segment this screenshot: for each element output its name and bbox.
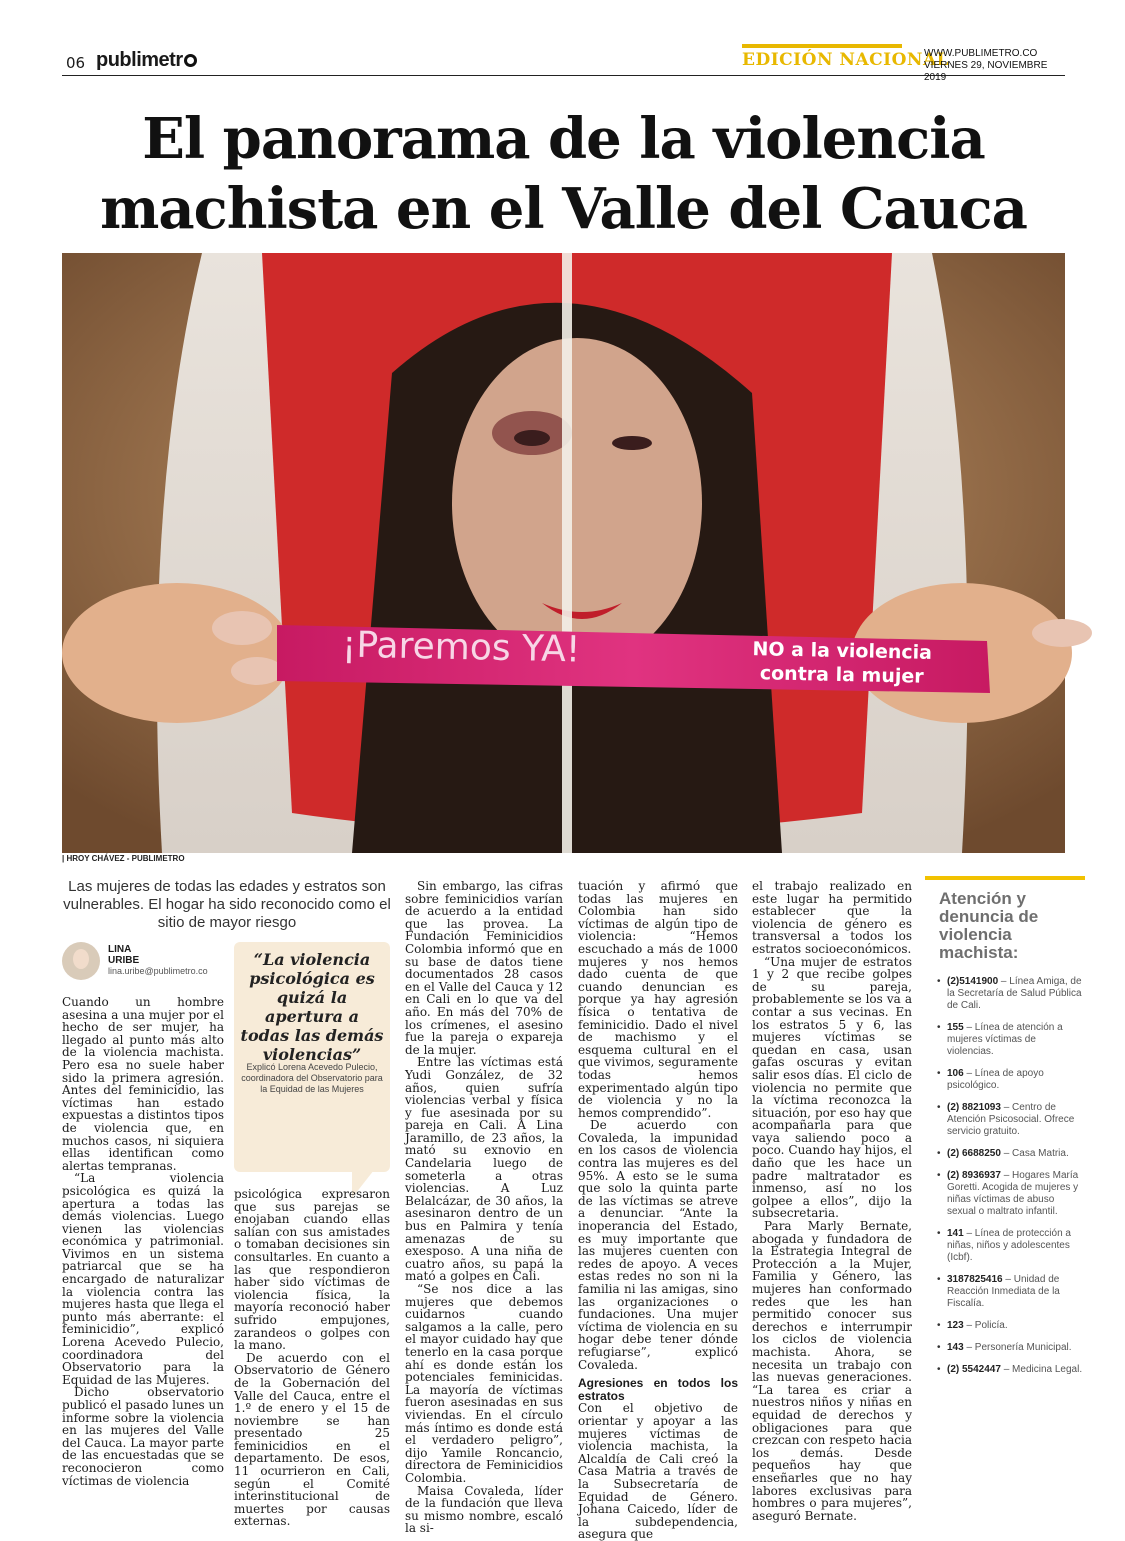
article-column-4: [578, 880, 738, 1541]
ribbon-line-1: NO a la violencia: [752, 638, 933, 664]
site-info: [924, 48, 1065, 84]
paragraph: “La violencia psicológica es quizá la apertura a todas las demás violencias. Luego vienen las violencias económica y patrimonial. Vivimos en un sistema patriarcal que se ha encargado de naturalizar la violencia contra las mujeres hasta que llega el punto más aberrante: el feminicidio”, explicó Lorena Acevedo Pulecio, coordinadora del Observatorio para la Equidad de las Mujeres.: [62, 1171, 224, 1387]
hotline-item: • (2) 6688250 – Casa Matria.: [937, 1148, 1085, 1160]
photo-illustration: [62, 253, 1065, 853]
article-column-1: [62, 996, 224, 1487]
hotline-item: • 155 – Línea de atención a mujeres víctimas de violencias.: [937, 1022, 1085, 1058]
ribbon-slogan: ¡Paremos YA!: [341, 624, 581, 671]
page-number: 06: [66, 54, 86, 72]
paragraph: Entre las víctimas está Yudi González, de 32 años, quien sufría violencias verbal y física y fue asesinada por su pareja en Cali. A Lina Jaramillo, de 23 años, la mató su exnovio en Candelaria luego de someterla a otras violencias. A Luz Belalcázar, de 30 años, la asesinaron dentro de un bus en Palmira y tenía amenazas de su exesposo. A una niña de cuatro años, su papá la mató a golpes en Cali.: [405, 1055, 563, 1284]
author-avatar: [62, 942, 100, 980]
pullquote-attribution: Explicó Lorena Acevedo Pulecio, coordinadora del Observatorio para la Equidad de las Mujeres: [241, 1062, 383, 1094]
hotline-item: • (2) 5542447 – Medicina Legal.: [937, 1364, 1085, 1376]
author-email: lina.uribe@publimetro.co: [108, 966, 208, 976]
brand-o-icon: [184, 54, 197, 67]
author-name: [108, 944, 139, 966]
sidebar-title: Atención y denuncia de violencia machista:: [939, 889, 1039, 962]
author-first: LINA: [108, 944, 132, 955]
brand-text: publimetr: [96, 49, 183, 71]
paragraph: Con el objetivo de orientar y apoyar a las mujeres víctimas de violencia machista, la Alcaldía de Cali creó la Casa Matria a través de la Subsecretaría de Equidad de Género. Johana Caicedo, líder de la subdependencia, asegura que: [578, 1401, 738, 1541]
hotline-item: • 3187825416 – Unidad de Reacción Inmediata de la Fiscalía.: [937, 1274, 1085, 1310]
paragraph: Cuando un hombre asesina a una mujer por el hecho de ser mujer, ha llegado al punto más alto de la violencia machista. Pero esa no suele haber sido la primera agresión. Antes del feminicidio, las víctimas han estado expuestas a distintos tipos de violencia que, en muchos casos, ni siquiera ellas identifican como alertas tempranas.: [62, 995, 224, 1173]
headline-line-2: machista en el Valle del Cauca: [100, 176, 1027, 242]
paragraph: psicológica expresaron que sus parejas se enojaban cuando ellas salían con sus amistades o tomaban decisiones sin consultarles. En cuanto a las que respondieron haber sido víctimas de violencia física, la mayoría reconoció haber sufrido empujones, zarandeos o golpes con la mano.: [234, 1187, 390, 1353]
paragraph: Para Marly Bernate, abogada y fundadora de la Estrategia Integral de Protección a la Mujer, Familia y Género, las mujeres han conformado redes que les han permitido conocer sus derechos e interrumpir los ciclos de violencia machista. Ahora, se necesita un trabajo con las nuevas generaciones. “La tarea es criar a nuestros niños y niñas en equidad de derechos y obligaciones para que crezcan con respeto hacia los demás. Desde pequeños hay que enseñarles que no hay labores exclusivas para hombres o para mujeres”, aseguró Bernate.: [752, 1219, 912, 1523]
hotline-item: • 141 – Línea de protección a niñas, niños y adolescentes (Icbf).: [937, 1228, 1085, 1264]
lead-photo: [62, 253, 1065, 853]
hotline-item: • (2) 8936937 – Hogares María Goretti. Acogida de mujeres y niñas víctimas de abuso sexual o maltrato infantil.: [937, 1170, 1085, 1218]
paragraph: tuación y afirmó que todas las mujeres en Colombia han sido víctimas de algún tipo de violencia: “Hemos escuchado a más de 1000 mujeres y nos hemos dado cuenta de que cuando denuncian es porque ya hay agresión física o tentativa de feminicidio. Dado el nivel de machismo y el esquema cultural en el que vivimos, seguramente todas hemos experimentado algún tipo de violencia y no la hemos comprendido”.: [578, 879, 738, 1120]
edition-rule: [742, 44, 902, 48]
hotline-list: [937, 976, 1085, 1386]
paragraph: “Se nos dice a las mujeres que debemos cuidarnos cuando salgamos a la calle, pero el mayor cuidado hay que tenerlo en la casa porque ahí es donde están los potenciales feminicidas. La mayoría de víctimas fueron asesinadas en sus viviendas. En el círculo más íntimo es donde está el verdadero peligro”, dijo Yamile Roncancio, directora de Feminicidios Colombia.: [405, 1282, 563, 1485]
byline: [62, 942, 232, 986]
lede: Las mujeres de todas las edades y estratos son vulnerables. El hogar ha sido reconocido como el sitio de mayor riesgo: [63, 878, 391, 931]
sidebar-accent-bar: [925, 876, 1085, 880]
article-column-3: [405, 880, 563, 1535]
paragraph: “Una mujer de estratos 1 y 2 que recibe golpes de su pareja, probablemente se los va a contar a sus vecinas. En los estratos 5 y 6, las mujeres víctimas se quedan en casa, usan gafas oscuras y evitan salir esos días. El ciclo de violencia no permite que la víctima reconozca la situación, por eso hay que acompañarla para que vaya saliendo poco a poco. Cuando hay hijos, el daño que les hace un padre maltratador es inmenso, así no los golpee a ellos”, dijo la subsecretaria.: [752, 954, 912, 1221]
pullquote-text: “La violencia psicológica es quizá la apertura a todas las demás violencias”: [240, 950, 384, 1064]
article-column-5: [752, 880, 912, 1522]
publimetro-logo: [96, 49, 197, 72]
paragraph: el trabajo realizado en este lugar ha permitido establecer que la violencia de género es transversal a todos los estratos socioeconómicos.: [752, 879, 912, 956]
hotline-item: • 123 – Policía.: [937, 1320, 1085, 1332]
headline-line-1: El panorama de la violencia: [142, 106, 985, 172]
paragraph: De acuerdo con Covaleda, la impunidad en los casos de violencia contra las mujeres es del 95%. A esto se le suma que solo la quinta parte de las víctimas se atreve a denunciar. “Ante la inoperancia del Estado, es muy importante que las mujeres cuenten con redes de apoyo. A veces estas redes no son ni la familia ni las amigas, sino las organizaciones o fundaciones. Una mujer víctima de violencia en su hogar debe tener dónde refugiarse”, explicó Covaleda.: [578, 1118, 738, 1372]
hotline-item: • (2) 8821093 – Centro de Atención Psicosocial. Ofrece servicio gratuito.: [937, 1102, 1085, 1138]
issue-date: VIERNES 29, NOVIEMBRE 2019: [924, 60, 1048, 83]
website: WWW.PUBLIMETRO.CO: [924, 48, 1038, 59]
article-column-2: [234, 1188, 390, 1528]
paragraph: Maisa Covaleda, líder de la fundación que lleva su mismo nombre, escaló la si-: [405, 1483, 563, 1536]
photo-credit: | HROY CHÁVEZ - PUBLIMETRO: [62, 854, 185, 863]
help-sidebar: [925, 876, 1085, 1432]
author-last: URIBE: [108, 955, 140, 966]
paragraph: Dicho observatorio publicó el pasado lunes un informe sobre la violencia en las mujeres del Valle del Cauca. La mayor parte de las encuestadas que se reconocieron como víctimas de violencia: [62, 1385, 224, 1488]
edition-label: EDICIÓN NACIONAL: [742, 50, 950, 70]
page-header: [62, 48, 1065, 83]
ribbon-message: [742, 637, 943, 689]
headline: [62, 104, 1065, 244]
hotline-item: • 106 – Línea de apoyo psicológico.: [937, 1068, 1085, 1092]
section-subhead: Agresiones en todos los estratos: [578, 1376, 738, 1403]
hotline-item: • 143 – Personería Municipal.: [937, 1342, 1085, 1354]
ribbon-line-2: contra la mujer: [759, 662, 924, 688]
paragraph: De acuerdo con el Observatorio de Género de la Gobernación del Valle del Cauca, entre el 1.º de enero y el 15 de noviembre se han presentado 25 feminicidios en el departamento. De esos, 11 ocurrieron en Cali, según el Comité interinstitucional de muertes por causas externas.: [234, 1350, 390, 1529]
hotline-item: • (2)5141900 – Línea Amiga, de la Secretaría de Salud Pública de Cali.: [937, 976, 1085, 1012]
paragraph: Sin embargo, las cifras sobre feminicidios varían de acuerdo a la entidad que las provea. La Fundación Feminicidios Colombia informó que en su base de datos tiene documentados 28 casos en el Valle del Cauca y 12 en Cali en lo que va del año. En más del 70% de los crímenes, el asesino fue la pareja o expareja de la mujer.: [405, 879, 563, 1057]
